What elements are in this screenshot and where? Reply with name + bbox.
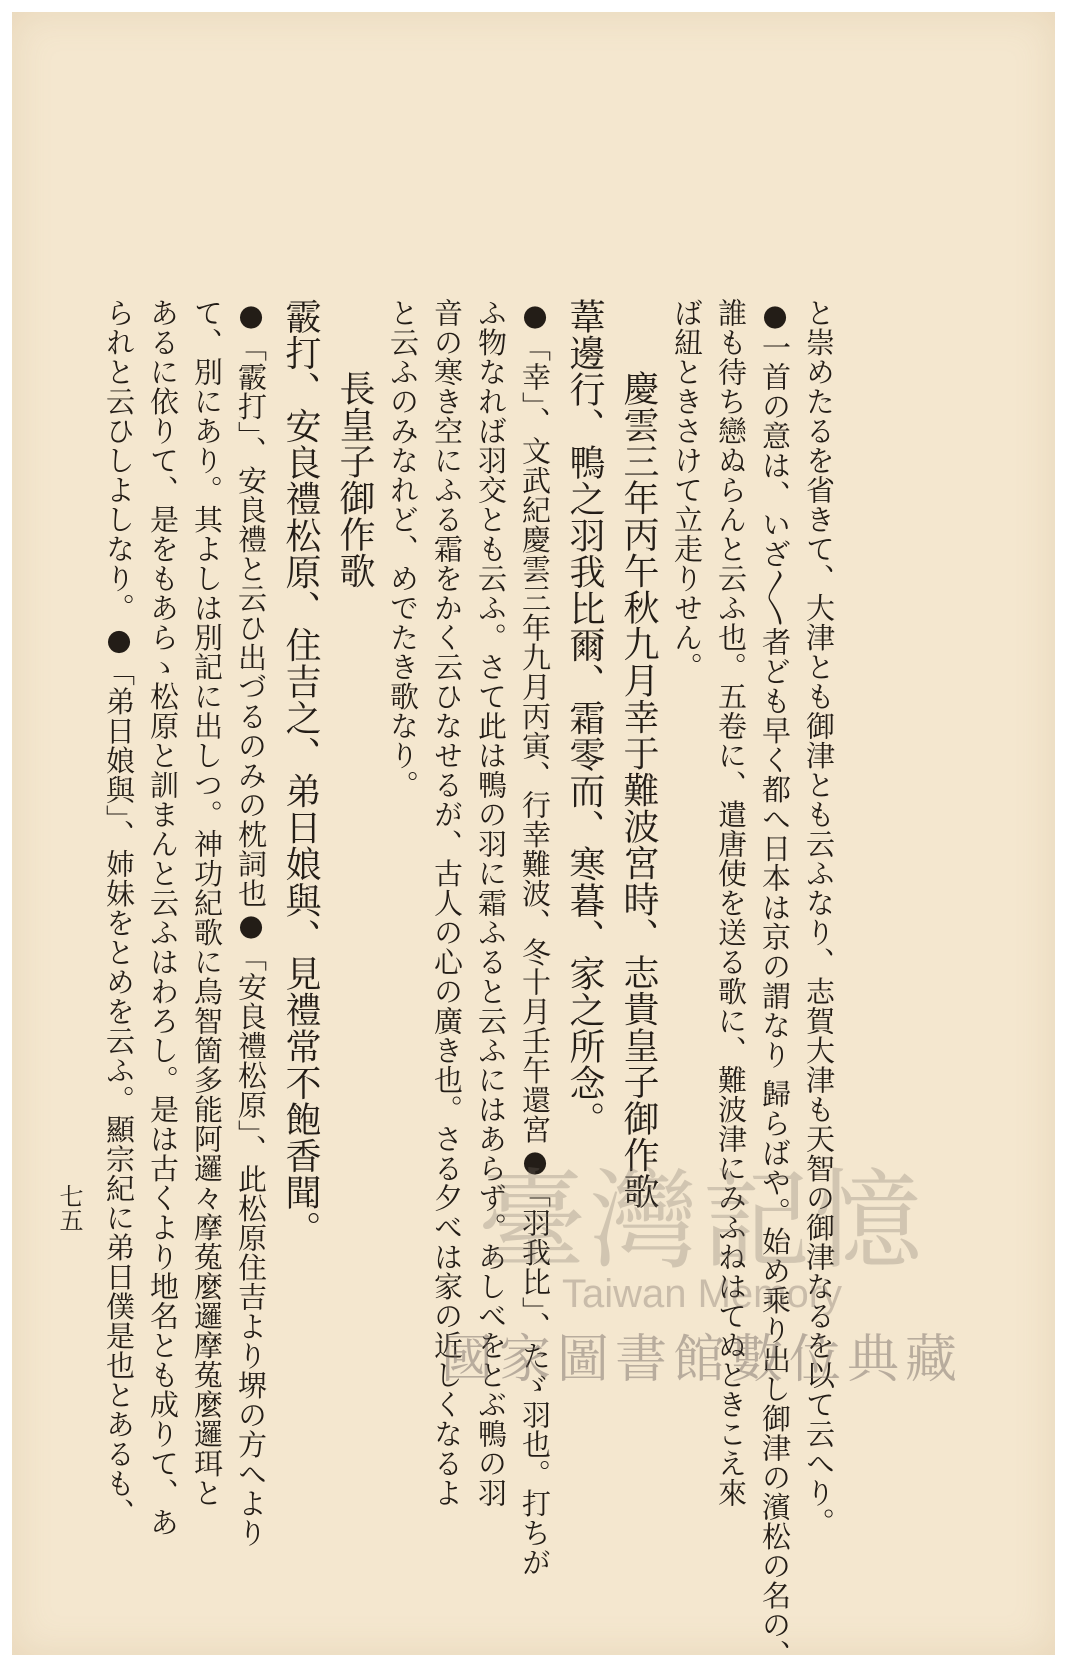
text-line: と崇めたるを省きて、大津とも御津とも云ふなり、志賀大津も天智の御津なるを以て云へり。 [802,298,836,1537]
text-line: ふ物なれば羽交とも云ふ。さて此は鴨の羽に霜ふると云ふにはあらず。あしべをとぶ鴨の羽 [474,298,508,1508]
vertical-text-block [97,298,841,1669]
text-line: と云ふのみなれど、めでたき歌なり。 [386,298,420,800]
poem-line: 霰打、安良禮松原、住吉之、弟日娘與、見禮常不飽香聞。 [280,298,321,1247]
text-line: あるに依りて、是をもあらゝ松原と訓まんと云ふはわろし。是は古くより地名とも成りて、あ [146,298,180,1537]
page-number: 七五 [55,1184,83,1232]
text-line: 誰も待ち戀ぬらんと云ふ也。五卷に、遣唐使を送る歌に、難波津にみふねはてぬときこえ來 [714,298,748,1508]
poem-line: 葦邊行、鴨之羽我比爾、霜零而、寒暮、家之所念。 [564,298,605,1138]
text-line: て、別にあり。其よしは別記に出しつ。神功紀歌に烏智箇多能阿邏々摩菟麼邏摩菟麼邏珥と [190,298,224,1508]
watermark-english: Taiwan Memory [561,1272,843,1316]
text-line: ●「霰打」、安良禮と云ひ出づるのみの枕詞也●「安良禮松原」、此松原住吉より堺の方へより [234,298,268,1548]
watermark-logo: 臺灣記憶 [477,1159,926,1284]
poem-title: 慶雲三年丙午秋九月幸于難波宮時、志貴皇子御作歌 [618,370,659,1210]
text-line: ●「幸」、文武紀慶雲三年九月丙寅、行幸難波、冬十月壬午還宮●「羽我比」、たゞ羽也。打ちが [518,298,552,1577]
watermark-chinese: 國家圖書館數位典藏 [440,1330,963,1390]
text-line: られと云ひしよしなり。●「弟日娘與」、姉妹をとめを云ふ。顯宗紀に弟日僕是也とあるも、 [102,298,136,1528]
text-line: ば紐ときさけて立走りせん。 [670,298,704,682]
poem-title: 長皇子御作歌 [334,370,375,589]
text-line: ●一首の意は、いざ〳〵者ども早く都へ日本は京の謂なり 歸らばや。始め乘り出し御津の濱松の名の、 [758,298,792,1669]
text-line: 音の寒き空にふる霜をかく云ひなせるが、古人の心の廣き也。さる夕べは家の近しくなるよ [430,298,464,1508]
book-page [12,12,1055,1669]
